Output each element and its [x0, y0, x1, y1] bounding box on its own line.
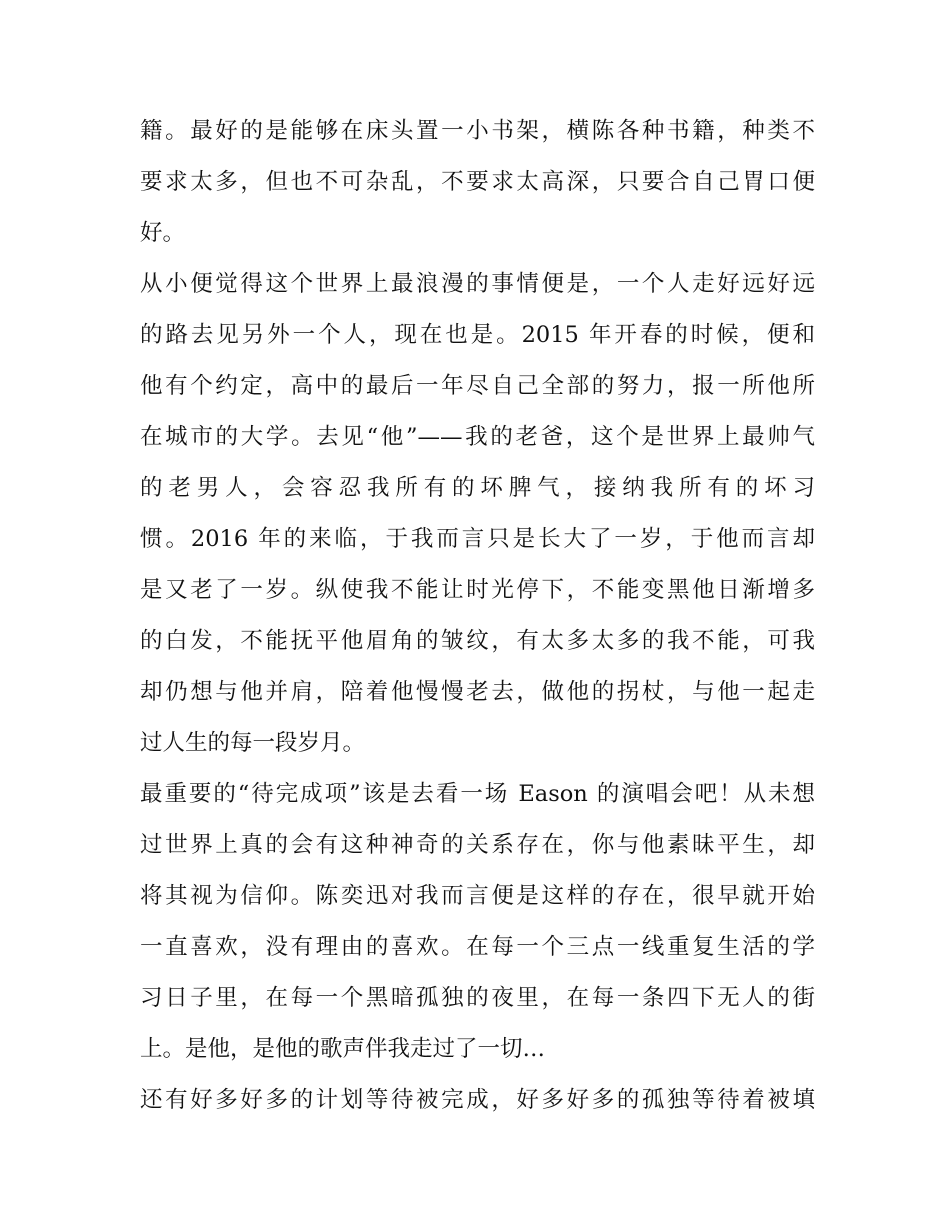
text-line: 过世界上真的会有这种神奇的关系存在，你与他素昧平生，却: [140, 832, 815, 858]
text-line: 最重要的“待完成项”该是去看一场 Eason 的演唱会吧！从未想: [140, 781, 815, 807]
essay-text: [140, 106, 815, 1126]
text-line: 在城市的大学。去见“他”——我的老爸，这个是世界上最帅气: [140, 424, 815, 450]
text-line: 习日子里，在每一个黑暗孤独的夜里，在每一条四下无人的街: [140, 985, 815, 1011]
text-line: 过人生的每一段岁月。: [140, 730, 366, 756]
text-line: 是又老了一岁。纵使我不能让时光停下，不能变黑他日渐增多: [140, 577, 815, 603]
text-line: 他有个约定，高中的最后一年尽自己全部的努力，报一所他所: [140, 373, 815, 399]
text-line: 的路去见另外一个人，现在也是。2015 年开春的时候，便和: [140, 322, 815, 348]
text-line: 从小便觉得这个世界上最浪漫的事情便是，一个人走好远好远: [140, 271, 815, 297]
text-line: 好。: [140, 220, 186, 246]
text-line: 的白发，不能抚平他眉角的皱纹，有太多太多的我不能，可我: [140, 628, 815, 654]
text-line: 却仍想与他并肩，陪着他慢慢老去，做他的拐杖，与他一起走: [140, 679, 815, 705]
text-line: 籍。最好的是能够在床头置一小书架，横陈各种书籍，种类不: [140, 118, 815, 144]
text-line: 将其视为信仰。陈奕迅对我而言便是这样的存在，很早就开始: [140, 883, 815, 909]
text-line: 要求太多，但也不可杂乱，不要求太高深，只要合自己胃口便: [140, 169, 815, 195]
text-line: 上。是他，是他的歌声伴我走过了一切…: [140, 1036, 546, 1062]
text-line: 一直喜欢，没有理由的喜欢。在每一个三点一线重复生活的学: [140, 934, 815, 960]
text-line: 的老男人，会容忍我所有的坏脾气，接纳我所有的坏习: [140, 475, 815, 501]
text-line: 惯。2016 年的来临，于我而言只是长大了一岁，于他而言却: [140, 526, 815, 552]
text-line: 还有好多好多的计划等待被完成，好多好多的孤独等待着被填: [140, 1087, 815, 1113]
